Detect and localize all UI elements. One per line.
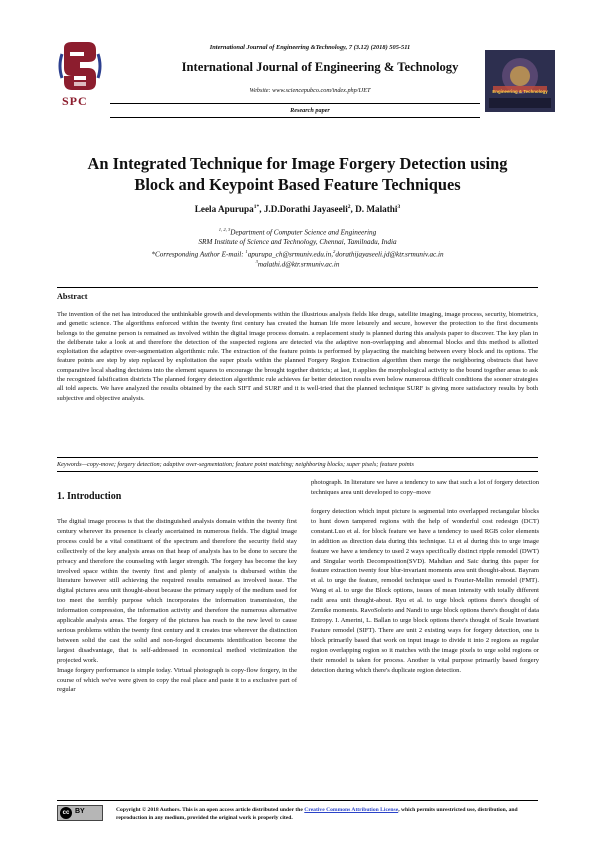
cover-title: Engineering & Technology (492, 89, 548, 94)
author-name-2: , J.D.Dorathi Jayaseeli (259, 204, 348, 215)
journal-citation: International Journal of Engineering &Technology, 7 (3.12) (2018) 505-511 (209, 44, 411, 51)
email2-sup: 2 (333, 249, 336, 254)
intro-paragraph-1: The digital image process is that the distinguished analysis domain within the twenty first century wherever its presence is clearly ascertained in numerous fields. The digital image process could be a vital constituent of the spectrum and therefore the security field stay collectively of the key analysis areas on that heap of analysis has to be done to secure the privacy and therefore the counseling with larger strength. The forgery has become the key involved space within the twenty first and plenty of analysis is disbursed within the literature however still achieving the required results remained as involved issue. The digital pictures area unit thought-about because the primary supply of the medium used for too meet the terribly purpose which incorporates the information transmission, the information compression, the information activity and therefore the numerous alternative applicable analysis areas. The forgery of the pictures has reach to the new level to cause serious problems within the twenty first century and it creates true wherever the distinction between solid the cast the solid and non-forged documents identification become the largest disadvantage, that is self-addressed in economical method victimization the projected work. (57, 518, 297, 664)
cc-icon: cc (60, 807, 72, 819)
journal-cover-image (485, 50, 555, 112)
paper-title-line1: An Integrated Technique for Image Forgery Detection using (87, 154, 508, 173)
header-rule-top (110, 103, 480, 104)
corresponding-prefix: *Corresponding Author E-mail: (151, 250, 246, 259)
journal-title: International Journal of Engineering & Technology (181, 60, 459, 74)
author-sup-3: 3 (397, 204, 401, 210)
abstract-body: The invention of the net has introduced the unthinkable growth and developments within the illustrious analysis fields like drugs, satellite imaging, image process, security, biometrics, and genetic science. The algorithms enforced within the twenty first century has created the human life more leisurely and secure, however the protection to the first documents belongs to the genuine person is remained as involved within the digital image process domain. a replacement study is planned during this analysis paper to discover. The key plan in the deliberate take a look at and therefore the detection of the suspected regions are detected via the adaptive non-overlapping and abnormal blocks and this method is allotted exploitation the adaptive over-segmentation algorithmic rule. The extraction of the feature points is performed by playacting the matching between every block and its options. The feature points are step by step replaced by exploitation the super pixels within the planned Forgery Region Extraction algorithm then merge the neighboring obstructs that have comparative local shading decisions into the element squares to encourage the brought together districts; at last, it applies the morphological activity to the bound together areas to ask the recognized falsification districts The planned forgery detection algorithmic rule achieves far better detection results even below numerous difficult conditions the sooner strategies all told aspects. We have analyzed the results obtained by the each SIFT and SURF and it is well-tried that the planned technique SURF is giving more satisfactory results by both subjective and objective analysis. (57, 311, 538, 402)
author-name-3: , D. Malathi (350, 204, 398, 215)
copyright-text-a: Copyright © 2018 Authors. This is an open access article distributed under the (116, 807, 305, 813)
spc-logo (58, 42, 102, 116)
intro-right-top-text: photograph. In literature we have a tendency to saw that such a lot of forgery detection techniques area unit developed to copy–move (311, 479, 539, 496)
header-rule-bottom (110, 117, 480, 118)
journal-website[interactable]: Website: www.sciencepubco.com/index.php/IJET (249, 87, 371, 94)
copyright-text-b: , which permits unrestricted use, distribution, and reproduction in any medium, provided the original work is properly cited. (116, 807, 518, 822)
abstract-rule-top (57, 287, 538, 288)
corresponding-author-line2 (40, 257, 555, 269)
keywords: Keywords—copy-move; forgery detection; adaptive over-segmentation; feature point matching; neighboring blocks; super pixels; feature points (57, 461, 414, 468)
paper-title-line2: Block and Keypoint Based Feature Techniques (134, 175, 461, 194)
paper-title (40, 153, 555, 195)
email-2[interactable]: dorathijayaseeli.jd@ktr.srmuniv.ac.in (335, 250, 444, 259)
email1-sup: 1 (245, 249, 248, 254)
intro-right-body-text: forgery detection which input picture is segmental into overlapped rectangular blocks to hunt down tampered regions with the help of wonderful cost redesign (DCT) constant.Luo et al. for block feature we have a tendency to used RGB color elements in addition as direction data during this technique. Li et al during this to urge image feature we have a tendency to used 2 ways specifically distinct ripple remodel (DWT) and Singular worth Decomposition(SVD). Mahdian and Saic during this paper for feature extraction twenty four blur-invariant moments area unit thought-about. Bayram et al. to urge the feature, remodel technique used is Fourier-Mellin remodel (FMT). Wang et al. to urge the Block options, issues of mean intensity with totally different radii area unit thought-about. Ryu et al. to urge block options there's thought of Zernike moments. RavoSolorio and Nandi to urge block options there's thought of data Entropy. I. Amerini, L. Ballan to urge block options there's thought of Scale Invariant Feature remodel (SIFT). There are unit 2 existing ways for forgery detection, one is block primarily based that work on input image to divide it into 2 regions as regular region overlapping region so it matches with the image pixels to urge solid regions or their remodel is taken for process. Another is vital purpose primarily based forgery detection during which there's duplicate region detection. (311, 508, 539, 674)
journal-cover-art (485, 50, 555, 112)
spc-logo-text: SPC (62, 94, 88, 108)
affiliation-institute: SRM Institute of Science and Technology, Chennai, Tamilnadu, India (198, 238, 397, 246)
section-heading-introduction: 1. Introduction (57, 491, 122, 502)
author-sup-2: 2 (347, 204, 351, 210)
intro-right-column-top (311, 478, 539, 498)
email3-sup: 3 (255, 259, 258, 264)
copyright-notice (116, 806, 540, 823)
creative-commons-badge[interactable] (57, 805, 103, 821)
footer-rule (57, 800, 538, 801)
license-link[interactable]: Creative Commons Attribution License (304, 807, 399, 813)
author-list (40, 204, 555, 214)
intro-left-column (57, 517, 297, 695)
keywords-rule (57, 471, 538, 472)
author-name-1: Leela Apurupa (194, 204, 254, 215)
abstract-rule-bottom (57, 457, 538, 458)
author-sup-1: 1* (253, 204, 260, 210)
intro-right-column-body (311, 507, 539, 675)
cc-by-label: BY (75, 808, 85, 815)
intro-paragraph-2: Image forgery performance is simple today. Virtual photograph is copy-flow forgery, in the course of which we've were given to copy the real place and paste it to a exclusive part of regular (57, 666, 297, 694)
affiliation-department (40, 225, 555, 237)
email-1[interactable]: apurupa_ch@srmuniv.edu.in, (247, 250, 334, 259)
paper-type: Research paper (290, 107, 330, 114)
abstract-heading: Abstract (57, 292, 88, 301)
email-3[interactable]: malathi.d@ktr.srmuniv.ac.in (257, 260, 340, 269)
affiliation-text: Department of Computer Science and Engineering (230, 228, 377, 237)
affiliation-sup: 1, 2, 3 (218, 227, 231, 232)
